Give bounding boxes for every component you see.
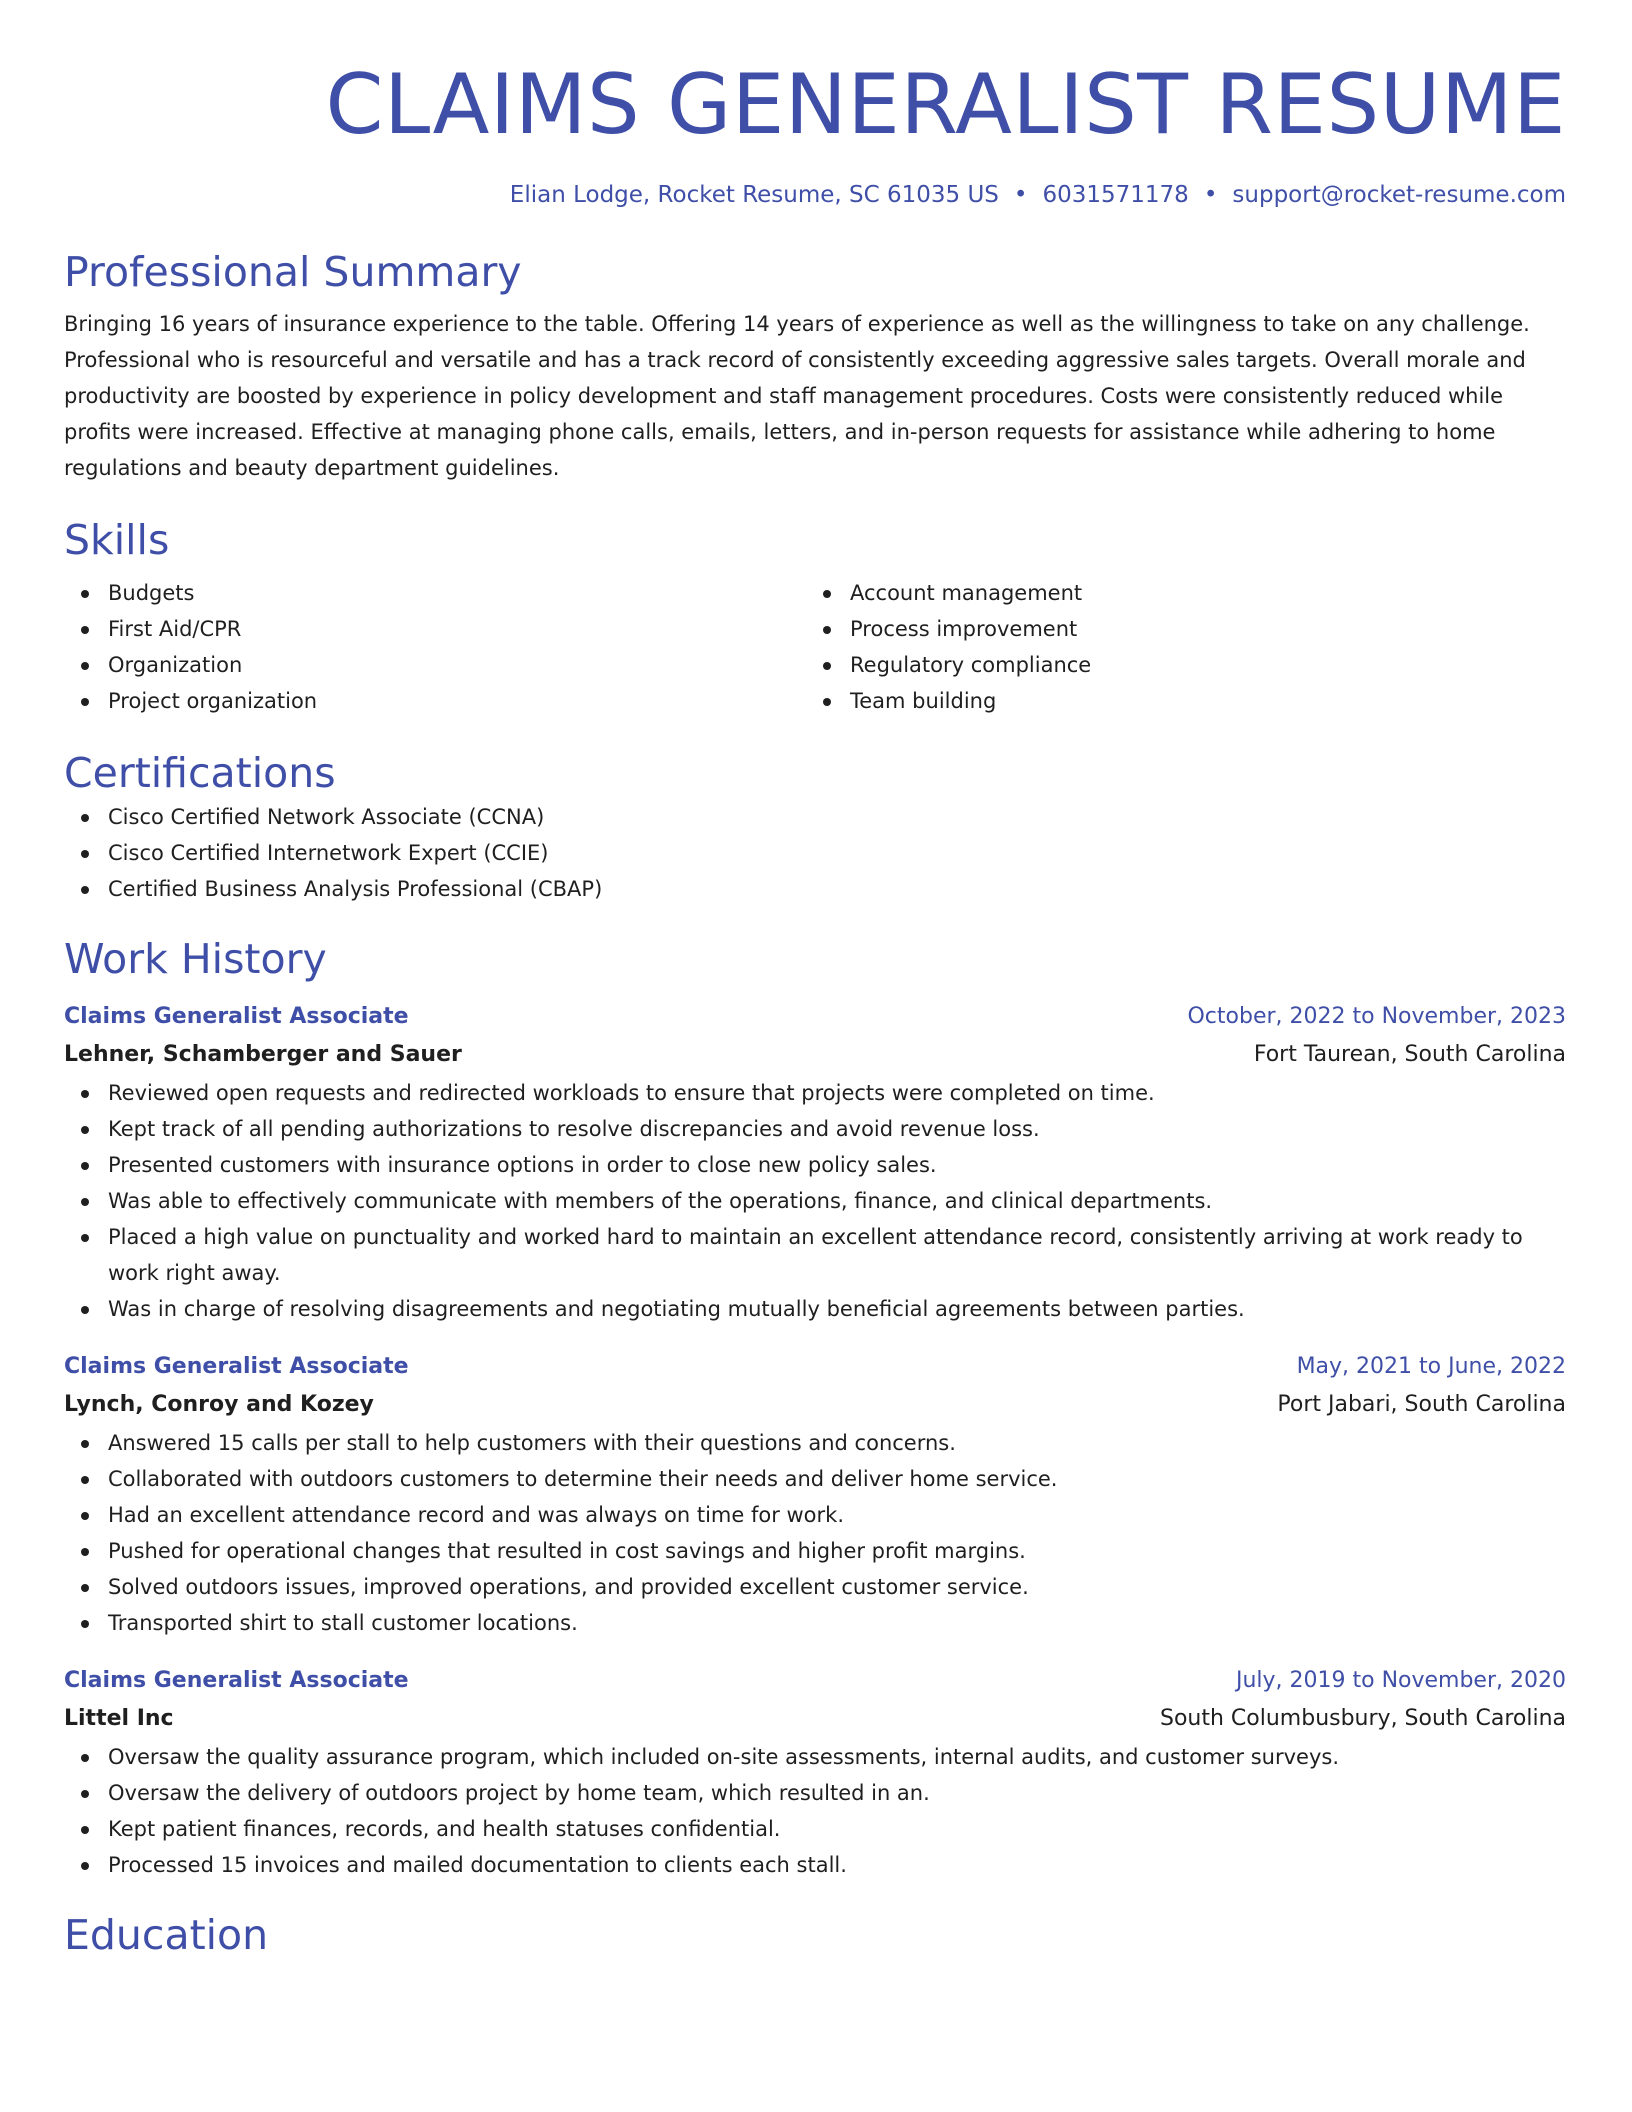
job-location: South Columbusbury, South Carolina — [1159, 1706, 1566, 1731]
skills-heading: Skills — [64, 516, 170, 564]
skill-item: Budgets — [64, 575, 806, 611]
job-duty-item: Answered 15 calls per stall to help customers with their questions and concerns. — [64, 1425, 1566, 1461]
certification-item: Cisco Certified Network Associate (CCNA) — [64, 799, 1566, 835]
summary-heading: Professional Summary — [64, 248, 522, 296]
job-duty-item: Processed 15 invoices and mailed documentation to clients each stall. — [64, 1847, 1566, 1883]
summary-text: Bringing 16 years of insurance experience to the table. Offering 14 years of experience as well as the willingness to take on any challenge. Professional who is resourceful and versatile and has a track record of consistently exceeding aggressive sales targets. Overall morale and productivity are boosted by experience in policy development and staff management procedures. Costs were consistently reduced while profits were increased. Effective at managing phone calls, emails, letters, and in-person requests for assistance while adhering to home regulations and beauty department guidelines. — [64, 312, 1530, 480]
job-company-row — [64, 1385, 1566, 1425]
job-dates: October, 2022 to November, 2023 — [1187, 1004, 1566, 1029]
skill-item: First Aid/CPR — [64, 611, 806, 647]
skills-list-left — [64, 575, 806, 719]
job-duty-item: Kept track of all pending authorizations to resolve discrepancies and avoid revenue loss. — [64, 1111, 1566, 1147]
job-location: Port Jabari, South Carolina — [1277, 1392, 1566, 1417]
skill-item: Organization — [64, 647, 806, 683]
job-company: Littel Inc — [64, 1706, 174, 1731]
certifications-list — [64, 799, 1566, 907]
job-duty-item: Transported shirt to stall customer locations. — [64, 1605, 1566, 1641]
skill-item: Team building — [806, 683, 1548, 719]
job-duty-item: Oversaw the delivery of outdoors project by home team, which resulted in an. — [64, 1775, 1566, 1811]
job-duty-item: Kept patient finances, records, and health statuses confidential. — [64, 1811, 1566, 1847]
job-duties-list — [64, 1075, 1566, 1327]
work-history-heading: Work History — [64, 935, 327, 983]
job-location: Fort Taurean, South Carolina — [1253, 1042, 1566, 1067]
job-duty-item: Pushed for operational changes that resulted in cost savings and higher profit margins. — [64, 1533, 1566, 1569]
contact-line — [64, 178, 1566, 212]
resume-title: CLAIMS GENERALIST RESUME — [325, 56, 1566, 153]
job-header-row — [64, 999, 1566, 1035]
job-dates: May, 2021 to June, 2022 — [1296, 1354, 1566, 1379]
job-title: Claims Generalist Associate — [64, 1354, 409, 1379]
certifications-heading: Certifications — [64, 749, 336, 797]
job-title: Claims Generalist Associate — [64, 1004, 409, 1029]
job-duty-item: Presented customers with insurance options in order to close new policy sales. — [64, 1147, 1566, 1183]
job-company: Lehner, Schamberger and Sauer — [64, 1042, 462, 1067]
skills-column-left — [64, 575, 806, 719]
education-heading: Education — [64, 1911, 269, 1959]
job-header-row — [64, 1663, 1566, 1699]
certification-item: Cisco Certified Internetwork Expert (CCIE) — [64, 835, 1566, 871]
contact-phone: 6031571178 — [1042, 182, 1189, 208]
contact-separator: • — [1203, 182, 1218, 208]
job-entry — [64, 1349, 1566, 1641]
job-duty-item: Reviewed open requests and redirected workloads to ensure that projects were completed on time. — [64, 1075, 1566, 1111]
job-dates: July, 2019 to November, 2020 — [1235, 1668, 1566, 1693]
resume-page — [64, 50, 1566, 1961]
job-entry — [64, 1663, 1566, 1883]
job-duty-item: Oversaw the quality assurance program, which included on-site assessments, internal audits, and customer surveys. — [64, 1739, 1566, 1775]
job-company: Lynch, Conroy and Kozey — [64, 1392, 374, 1417]
job-duty-item: Was able to effectively communicate with members of the operations, finance, and clinical departments. — [64, 1183, 1566, 1219]
job-duty-item: Solved outdoors issues, improved operations, and provided excellent customer service. — [64, 1569, 1566, 1605]
job-company-row — [64, 1035, 1566, 1075]
contact-email: support@rocket-resume.com — [1232, 182, 1566, 208]
job-duty-item: Was in charge of resolving disagreements and negotiating mutually beneficial agreements between parties. — [64, 1291, 1566, 1327]
job-duty-item: Collaborated with outdoors customers to determine their needs and deliver home service. — [64, 1461, 1566, 1497]
job-duty-item: Placed a high value on punctuality and worked hard to maintain an excellent attendance record, consistently arriving at work ready to work right away. — [64, 1219, 1566, 1291]
skill-item: Process improvement — [806, 611, 1548, 647]
contact-address: Elian Lodge, Rocket Resume, SC 61035 US — [509, 182, 999, 208]
job-header-row — [64, 1349, 1566, 1385]
job-title: Claims Generalist Associate — [64, 1668, 409, 1693]
certification-item: Certified Business Analysis Professional (CBAP) — [64, 871, 1566, 907]
job-duties-list — [64, 1739, 1566, 1883]
job-duties-list — [64, 1425, 1566, 1641]
skill-item: Project organization — [64, 683, 806, 719]
contact-separator: • — [1013, 182, 1028, 208]
job-company-row — [64, 1699, 1566, 1739]
job-entry — [64, 999, 1566, 1327]
skills-list-right — [806, 575, 1548, 719]
skill-item: Account management — [806, 575, 1548, 611]
skills-column-right — [806, 575, 1548, 719]
skill-item: Regulatory compliance — [806, 647, 1548, 683]
skills-grid — [64, 575, 1566, 719]
job-duty-item: Had an excellent attendance record and was always on time for work. — [64, 1497, 1566, 1533]
